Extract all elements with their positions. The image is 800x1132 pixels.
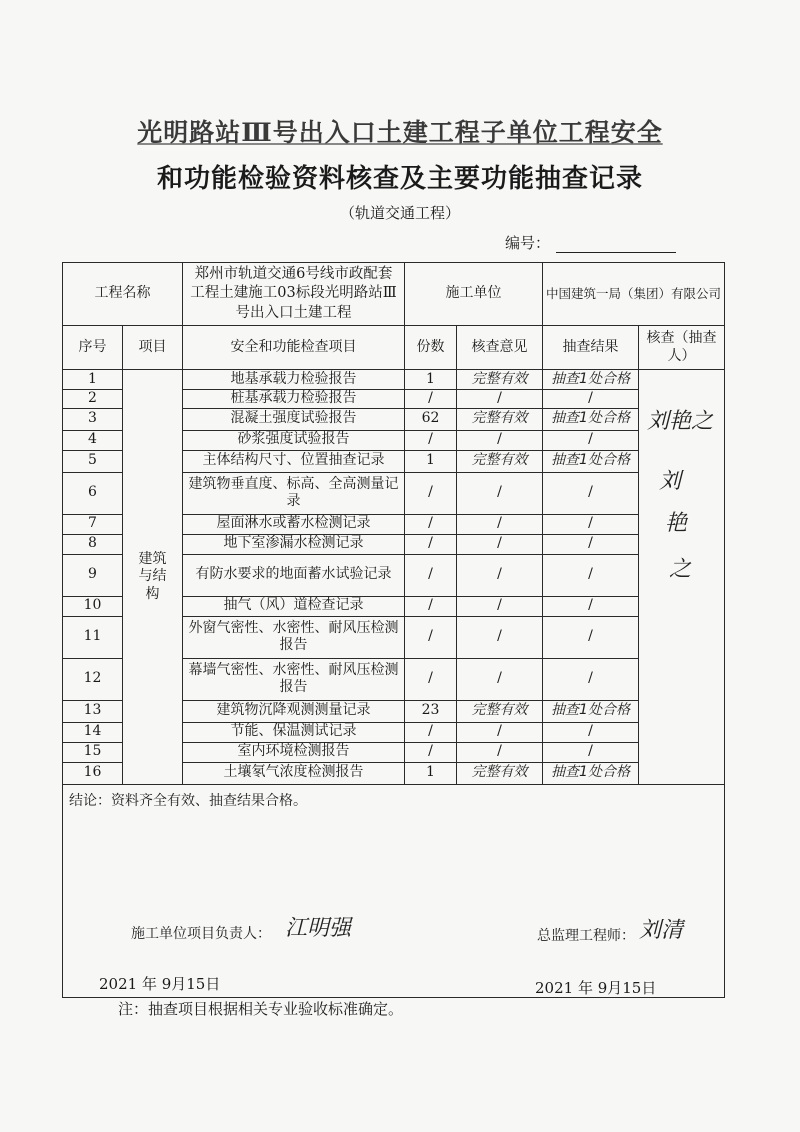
row-seq: 14 (63, 722, 123, 742)
supervisor-signature: 刘清 (639, 917, 684, 943)
row-copies: / (405, 472, 457, 514)
row-result: / (543, 658, 639, 700)
project-name-value: 郑州市轨道交通6号线市政配套工程土建施工03标段光明路站Ⅲ号出入口土建工程 (183, 263, 405, 326)
row-check-item: 幕墙气密性、水密性、耐风压检测报告 (183, 658, 405, 700)
row-review: 完整有效 (457, 450, 543, 472)
col-checker: 核查（抽查人） (639, 326, 725, 370)
row-result: 抽查1处合格 (543, 408, 639, 430)
date-right: 2021 年 9月15日 (535, 978, 657, 997)
checker-signature-char: 艳 (665, 511, 688, 536)
row-seq: 1 (63, 370, 123, 390)
row-check-item: 地下室渗漏水检测记录 (183, 534, 405, 554)
title-line-1: 光明路站Ⅲ号出入口土建工程子单位工程安全 (137, 118, 663, 147)
checker-signature-char: 刘 (659, 469, 682, 494)
row-copies: / (405, 616, 457, 658)
row-copies: / (405, 534, 457, 554)
row-seq: 10 (63, 596, 123, 616)
info-row (63, 263, 725, 326)
row-copies: 23 (405, 700, 457, 722)
row-copies: 62 (405, 408, 457, 430)
date-left: 2021 年 9月15日 (99, 974, 221, 993)
footer-cell (63, 784, 725, 997)
project-name-label: 工程名称 (63, 263, 183, 326)
row-copies: / (405, 722, 457, 742)
contractor-label: 施工单位 (405, 263, 543, 326)
row-result: / (543, 514, 639, 534)
row-copies: / (405, 514, 457, 534)
row-review: / (457, 722, 543, 742)
row-seq: 7 (63, 514, 123, 534)
row-result: 抽查1处合格 (543, 762, 639, 784)
row-review: 完整有效 (457, 408, 543, 430)
row-result: / (543, 554, 639, 596)
row-result: 抽查1处合格 (543, 450, 639, 472)
row-review: / (457, 742, 543, 762)
row-check-item: 地基承载力检验报告 (183, 370, 405, 390)
header-row (63, 326, 725, 370)
category-cell: 建筑与结构 (123, 370, 183, 785)
subtitle: （轨道交通工程） (339, 204, 460, 222)
footer-row (63, 784, 725, 997)
row-review: 完整有效 (457, 700, 543, 722)
row-copies: / (405, 596, 457, 616)
number-label: 编号： (505, 234, 551, 252)
row-result: / (543, 430, 639, 450)
checker-signature-char: 之 (669, 557, 692, 582)
footnote: 注：抽查项目根据相关专业验收标准确定。 (118, 1000, 404, 1018)
row-seq: 6 (63, 472, 123, 514)
row-check-item: 建筑物垂直度、标高、全高测量记录 (183, 472, 405, 514)
row-review: / (457, 616, 543, 658)
row-copies: / (405, 742, 457, 762)
col-copies: 份数 (405, 326, 457, 370)
row-seq: 9 (63, 554, 123, 596)
row-copies: / (405, 658, 457, 700)
row-result: / (543, 596, 639, 616)
supervisor-label: 总监理工程师： (537, 927, 635, 944)
row-check-item: 抽气（风）道检查记录 (183, 596, 405, 616)
row-review: / (457, 534, 543, 554)
row-result: / (543, 742, 639, 762)
row-seq: 5 (63, 450, 123, 472)
row-check-item: 屋面淋水或蓄水检测记录 (183, 514, 405, 534)
row-review: 完整有效 (457, 370, 543, 390)
row-seq: 2 (63, 390, 123, 409)
contractor-value: 中国建筑一局（集团）有限公司 (543, 263, 725, 326)
row-check-item: 混凝土强度试验报告 (183, 408, 405, 430)
col-seq: 序号 (63, 326, 123, 370)
row-review: 完整有效 (457, 762, 543, 784)
row-check-item: 外窗气密性、水密性、耐风压检测报告 (183, 616, 405, 658)
checker-cell (639, 370, 725, 785)
row-check-item: 节能、保温测试记录 (183, 722, 405, 742)
row-seq: 8 (63, 534, 123, 554)
row-copies: / (405, 430, 457, 450)
row-seq: 3 (63, 408, 123, 430)
row-seq: 13 (63, 700, 123, 722)
col-result: 抽查结果 (543, 326, 639, 370)
row-result: 抽查1处合格 (543, 370, 639, 390)
row-review: / (457, 514, 543, 534)
col-review: 核查意见 (457, 326, 543, 370)
row-review: / (457, 658, 543, 700)
row-seq: 15 (63, 742, 123, 762)
row-result: / (543, 616, 639, 658)
row-review: / (457, 390, 543, 409)
number-row (505, 232, 676, 253)
row-seq: 11 (63, 616, 123, 658)
row-seq: 12 (63, 658, 123, 700)
row-copies: 1 (405, 370, 457, 390)
col-check-item: 安全和功能检查项目 (183, 326, 405, 370)
row-seq: 4 (63, 430, 123, 450)
row-copies: / (405, 390, 457, 409)
row-review: / (457, 472, 543, 514)
row-check-item: 砂浆强度试验报告 (183, 430, 405, 450)
row-copies: 1 (405, 762, 457, 784)
inspection-table (62, 262, 725, 998)
row-review: / (457, 554, 543, 596)
row-copies: / (405, 554, 457, 596)
row-result: / (543, 722, 639, 742)
contractor-lead-signature: 江明强 (285, 915, 352, 941)
row-seq: 16 (63, 762, 123, 784)
row-check-item: 室内环境检测报告 (183, 742, 405, 762)
row-check-item: 桩基承载力检验报告 (183, 390, 405, 409)
checker-signature: 刘艳之 (647, 409, 714, 434)
col-item: 项目 (123, 326, 183, 370)
number-field[interactable] (556, 238, 676, 253)
row-check-item: 土壤氡气浓度检测报告 (183, 762, 405, 784)
row-review: / (457, 596, 543, 616)
row-result: / (543, 472, 639, 514)
row-result: / (543, 534, 639, 554)
conclusion: 结论：资料齐全有效、抽查结果合格。 (69, 792, 307, 809)
row-check-item: 有防水要求的地面蓄水试验记录 (183, 554, 405, 596)
row-review: / (457, 430, 543, 450)
row-result: / (543, 390, 639, 409)
title-line-2: 和功能检验资料核查及主要功能抽查记录 (156, 164, 643, 194)
row-copies: 1 (405, 450, 457, 472)
row-result: 抽查1处合格 (543, 700, 639, 722)
table-row (63, 370, 725, 390)
contractor-lead-label: 施工单位项目负责人： (131, 925, 271, 942)
row-check-item: 建筑物沉降观测测量记录 (183, 700, 405, 722)
row-check-item: 主体结构尺寸、位置抽查记录 (183, 450, 405, 472)
